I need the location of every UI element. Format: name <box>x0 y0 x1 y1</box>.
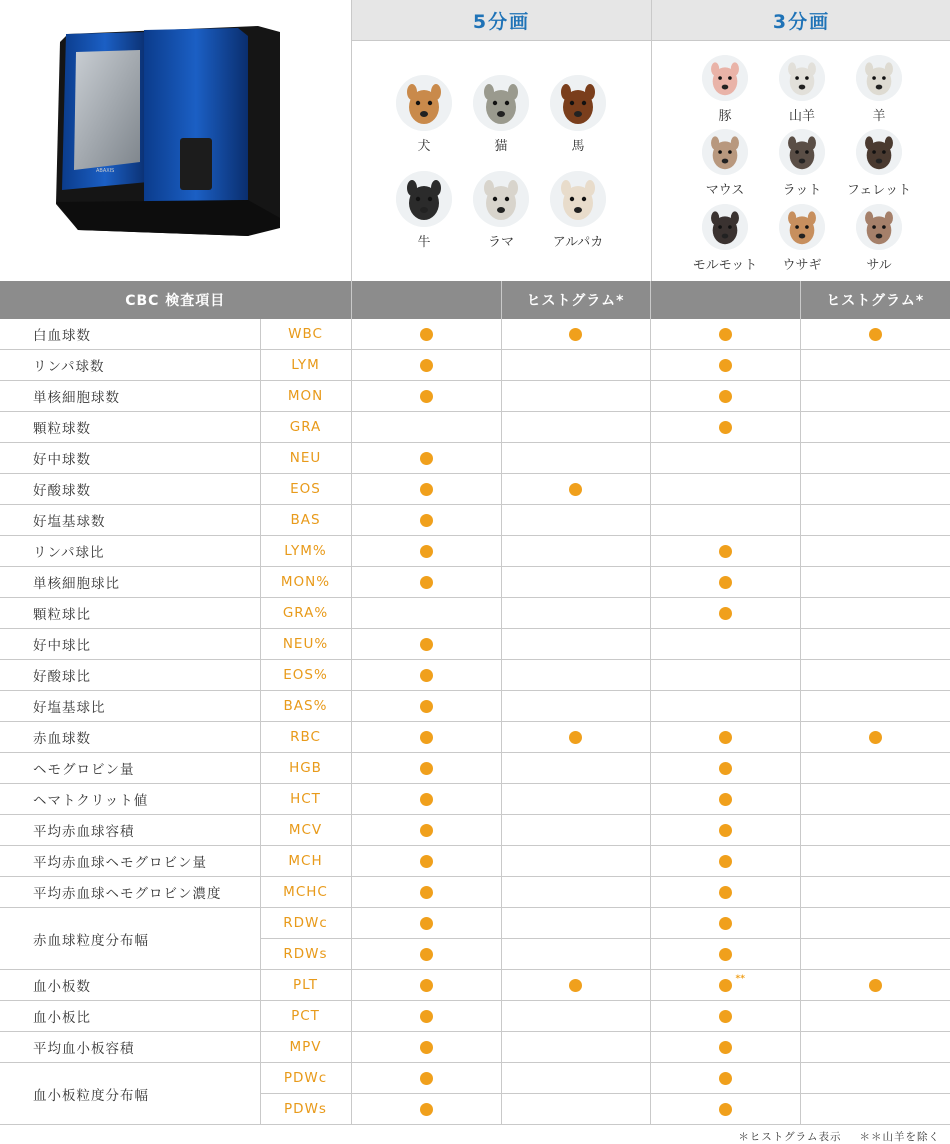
supported-dot <box>719 979 732 992</box>
table-row <box>0 1063 950 1094</box>
supported-dot <box>420 483 433 496</box>
supported-dot <box>719 1103 732 1116</box>
table-row <box>0 1001 950 1032</box>
mark-cell <box>501 753 650 784</box>
alpaca-icon <box>550 171 606 227</box>
mark-cell <box>650 970 800 1001</box>
animal-group3-2 <box>839 55 919 124</box>
supported-dot <box>420 1010 433 1023</box>
mark-cell <box>351 319 501 350</box>
supported-dot <box>719 328 732 341</box>
supported-dot <box>869 328 882 341</box>
mark-cell <box>501 629 650 660</box>
item-abbr: GRA% <box>260 598 351 629</box>
item-name: 好中球数 <box>0 443 260 474</box>
mark-cell <box>501 939 650 970</box>
cow-icon <box>396 171 452 227</box>
table-row <box>0 536 950 567</box>
animal-group3-4 <box>762 129 842 198</box>
mark-cell <box>650 722 800 753</box>
supported-dot <box>420 1041 433 1054</box>
mark-cell <box>351 939 501 970</box>
item-name: 好酸球数 <box>0 474 260 505</box>
item-abbr: PCT <box>260 1001 351 1032</box>
supported-dot <box>420 328 433 341</box>
mark-cell <box>650 350 800 381</box>
item-abbr: NEU <box>260 443 351 474</box>
mark-cell <box>351 443 501 474</box>
animal-group5-2 <box>538 75 618 154</box>
mark-cell <box>501 846 650 877</box>
mark-cell <box>800 815 950 846</box>
item-name: 平均赤血球ヘモグロビン量 <box>0 846 260 877</box>
item-abbr: BAS <box>260 505 351 536</box>
animal-label: 牛 <box>417 235 431 250</box>
footnote-histogram: ＊ヒストグラム表示 <box>738 1131 842 1143</box>
mark-cell <box>800 412 950 443</box>
mark-cell <box>650 939 800 970</box>
table-row <box>0 970 950 1001</box>
supported-dot <box>719 762 732 775</box>
mark-cell <box>800 319 950 350</box>
table-row <box>0 505 950 536</box>
mark-cell <box>351 784 501 815</box>
mark-cell <box>800 908 950 939</box>
item-name: 赤血球粒度分布幅 <box>0 908 260 970</box>
pig-icon <box>702 55 748 101</box>
supported-dot <box>719 886 732 899</box>
mark-cell <box>650 753 800 784</box>
mark-cell <box>501 1001 650 1032</box>
mark-cell <box>351 846 501 877</box>
supported-dot <box>420 359 433 372</box>
item-name: 平均赤血球ヘモグロビン濃度 <box>0 877 260 908</box>
animal-group5-1 <box>461 75 541 154</box>
mark-cell <box>650 536 800 567</box>
supported-dot <box>719 359 732 372</box>
animal-group5-4 <box>461 171 541 250</box>
table-row <box>0 784 950 815</box>
mark-cell <box>800 846 950 877</box>
mark-cell <box>800 1001 950 1032</box>
supported-dot <box>719 793 732 806</box>
header-3-histogram: ヒストグラム* <box>800 281 950 319</box>
animal-label: 羊 <box>872 109 886 124</box>
mark-cell <box>351 1094 501 1125</box>
mark-cell <box>501 443 650 474</box>
item-abbr: WBC <box>260 319 351 350</box>
supported-dot <box>420 979 433 992</box>
table-header-row <box>0 281 950 319</box>
item-name: 平均血小板容積 <box>0 1032 260 1063</box>
animal-label: モルモット <box>692 258 758 273</box>
cat-icon <box>473 75 529 131</box>
animal-label: ウサギ <box>782 258 822 273</box>
supported-dot <box>420 545 433 558</box>
table-row <box>0 474 950 505</box>
item-name: 赤血球数 <box>0 722 260 753</box>
mark-cell <box>800 350 950 381</box>
supported-dot <box>420 948 433 961</box>
supported-dot <box>420 452 433 465</box>
item-abbr: PDWc <box>260 1063 351 1094</box>
mark-cell <box>800 753 950 784</box>
mark-cell <box>800 567 950 598</box>
mark-cell <box>650 474 800 505</box>
table-row <box>0 1032 950 1063</box>
mark-cell <box>351 877 501 908</box>
item-abbr: RDWs <box>260 939 351 970</box>
item-abbr: HGB <box>260 753 351 784</box>
mark-cell <box>351 567 501 598</box>
goat-icon <box>779 55 825 101</box>
table-row <box>0 691 950 722</box>
mark-cell <box>501 691 650 722</box>
animal-group3-3 <box>685 129 765 198</box>
item-name: ヘマトクリット値 <box>0 784 260 815</box>
supported-dot <box>869 979 882 992</box>
animal-group3-6 <box>685 204 765 273</box>
mark-cell <box>650 908 800 939</box>
supported-dot <box>719 1072 732 1085</box>
item-name: 顆粒球比 <box>0 598 260 629</box>
monkey-icon <box>856 204 902 250</box>
table-row <box>0 567 950 598</box>
mark-cell <box>650 598 800 629</box>
supported-dot <box>420 700 433 713</box>
supported-dot <box>420 886 433 899</box>
mark-cell <box>351 350 501 381</box>
header-5-histogram: ヒストグラム* <box>501 281 650 319</box>
table-row <box>0 412 950 443</box>
mark-cell <box>800 598 950 629</box>
table-row <box>0 877 950 908</box>
note-mark: ** <box>735 974 745 984</box>
supported-dot <box>420 793 433 806</box>
item-abbr: HCT <box>260 784 351 815</box>
mark-cell <box>800 443 950 474</box>
item-abbr: PLT <box>260 970 351 1001</box>
item-abbr: PDWs <box>260 1094 351 1125</box>
mark-cell <box>351 1001 501 1032</box>
footnotes <box>720 1129 940 1144</box>
header-3-blank <box>650 281 800 319</box>
mark-cell <box>501 1063 650 1094</box>
mark-cell <box>650 877 800 908</box>
table-row <box>0 660 950 691</box>
table-row <box>0 722 950 753</box>
table-row <box>0 381 950 412</box>
item-name: 好塩基球比 <box>0 691 260 722</box>
supported-dot <box>869 731 882 744</box>
animal-label: 猫 <box>494 139 508 154</box>
item-abbr: BAS% <box>260 691 351 722</box>
horse-icon <box>550 75 606 131</box>
mark-cell <box>650 846 800 877</box>
item-name: 好酸球比 <box>0 660 260 691</box>
animal-group3-0 <box>685 55 765 124</box>
item-name: 好中球比 <box>0 629 260 660</box>
mark-cell <box>650 1063 800 1094</box>
mark-cell <box>800 505 950 536</box>
supported-dot <box>420 390 433 403</box>
table-row <box>0 846 950 877</box>
supported-dot <box>420 1072 433 1085</box>
animal-label: アルパカ <box>552 235 604 250</box>
mark-cell <box>800 877 950 908</box>
item-name: 血小板粒度分布幅 <box>0 1063 260 1125</box>
item-abbr: NEU% <box>260 629 351 660</box>
mark-cell <box>501 784 650 815</box>
mark-cell <box>800 970 950 1001</box>
animal-label: 山羊 <box>788 109 815 124</box>
table-row <box>0 753 950 784</box>
supported-dot <box>719 607 732 620</box>
animal-label: サル <box>866 258 892 273</box>
mark-cell <box>501 970 650 1001</box>
mark-cell <box>650 629 800 660</box>
mark-cell <box>351 505 501 536</box>
item-name: 単核細胞球数 <box>0 381 260 412</box>
mark-cell <box>501 536 650 567</box>
mark-cell <box>800 536 950 567</box>
item-name: 好塩基球数 <box>0 505 260 536</box>
mark-cell <box>501 319 650 350</box>
item-name: ヘモグロビン量 <box>0 753 260 784</box>
item-abbr: MCHC <box>260 877 351 908</box>
mark-cell <box>351 691 501 722</box>
item-abbr: MCH <box>260 846 351 877</box>
item-abbr: MCV <box>260 815 351 846</box>
group-5-animals <box>351 41 651 281</box>
animal-label: ラマ <box>487 235 514 250</box>
mark-cell <box>650 505 800 536</box>
mark-cell <box>501 1032 650 1063</box>
guinea-pig-icon <box>702 204 748 250</box>
group-5-title: 5分画 <box>351 0 651 41</box>
item-abbr: LYM% <box>260 536 351 567</box>
mark-cell <box>800 1094 950 1125</box>
mark-cell <box>501 660 650 691</box>
animal-label: 馬 <box>571 139 585 154</box>
group-3-title: 3分画 <box>651 0 950 41</box>
mark-cell <box>351 970 501 1001</box>
mouse-icon <box>702 129 748 175</box>
rabbit-icon <box>779 204 825 250</box>
mark-cell <box>650 1094 800 1125</box>
item-name: 顆粒球数 <box>0 412 260 443</box>
animal-label: マウス <box>705 183 745 198</box>
mark-cell <box>351 722 501 753</box>
item-abbr: GRA <box>260 412 351 443</box>
mark-cell <box>351 908 501 939</box>
supported-dot <box>420 1103 433 1116</box>
svg-text:ABAXIS: ABAXIS <box>96 168 115 174</box>
mark-cell <box>800 381 950 412</box>
mark-cell <box>351 1063 501 1094</box>
supported-dot <box>719 1041 732 1054</box>
mark-cell <box>800 660 950 691</box>
item-abbr: MON <box>260 381 351 412</box>
item-abbr: EOS <box>260 474 351 505</box>
item-name: リンパ球比 <box>0 536 260 567</box>
mark-cell <box>650 319 800 350</box>
item-name: 白血球数 <box>0 319 260 350</box>
animal-label: ラット <box>782 183 822 198</box>
mark-cell <box>501 350 650 381</box>
mark-cell <box>650 381 800 412</box>
item-name: 血小板数 <box>0 970 260 1001</box>
mark-cell <box>501 722 650 753</box>
item-abbr: LYM <box>260 350 351 381</box>
mark-cell <box>501 815 650 846</box>
mark-cell <box>650 691 800 722</box>
supported-dot <box>569 731 582 744</box>
mark-cell <box>351 474 501 505</box>
supported-dot <box>420 762 433 775</box>
item-name: 平均赤血球容積 <box>0 815 260 846</box>
mark-cell <box>351 598 501 629</box>
mark-cell <box>351 660 501 691</box>
item-name: リンパ球数 <box>0 350 260 381</box>
animal-group3-8 <box>839 204 919 273</box>
mark-cell <box>650 1032 800 1063</box>
mark-cell <box>800 629 950 660</box>
animal-group5-0 <box>384 75 464 154</box>
table-row <box>0 629 950 660</box>
supported-dot <box>719 545 732 558</box>
mark-cell <box>650 660 800 691</box>
table-row <box>0 908 950 939</box>
supported-dot <box>569 483 582 496</box>
animal-group3-1 <box>762 55 842 124</box>
supported-dot <box>719 731 732 744</box>
rat-icon <box>779 129 825 175</box>
supported-dot <box>719 390 732 403</box>
animal-label: フェレット <box>846 183 912 198</box>
table-row <box>0 443 950 474</box>
item-abbr: EOS% <box>260 660 351 691</box>
sheep-icon <box>856 55 902 101</box>
table-row <box>0 350 950 381</box>
group-3-animals <box>651 41 950 281</box>
item-abbr: RDWc <box>260 908 351 939</box>
mark-cell <box>800 474 950 505</box>
header-5-blank <box>351 281 501 319</box>
table-row <box>0 319 950 350</box>
supported-dot <box>420 855 433 868</box>
supported-dot <box>420 669 433 682</box>
supported-dot <box>719 421 732 434</box>
mark-cell <box>351 815 501 846</box>
item-abbr: MPV <box>260 1032 351 1063</box>
table-row <box>0 815 950 846</box>
supported-dot <box>719 576 732 589</box>
item-abbr: MON% <box>260 567 351 598</box>
supported-dot <box>719 824 732 837</box>
mark-cell <box>501 505 650 536</box>
mark-cell <box>501 908 650 939</box>
mark-cell <box>501 567 650 598</box>
animal-group3-7 <box>762 204 842 273</box>
supported-dot <box>420 514 433 527</box>
supported-dot <box>719 917 732 930</box>
mark-cell <box>650 784 800 815</box>
supported-dot <box>569 979 582 992</box>
supported-dot <box>420 638 433 651</box>
mark-cell <box>800 691 950 722</box>
dog-icon <box>396 75 452 131</box>
mark-cell <box>650 1001 800 1032</box>
mark-cell <box>501 877 650 908</box>
llama-icon <box>473 171 529 227</box>
animal-label: 豚 <box>718 109 732 124</box>
header-cbc-item: CBC 検査項目 <box>0 281 351 319</box>
mark-cell <box>650 815 800 846</box>
item-abbr: RBC <box>260 722 351 753</box>
mark-cell <box>800 939 950 970</box>
mark-cell <box>501 412 650 443</box>
supported-dot <box>420 917 433 930</box>
mark-cell <box>501 474 650 505</box>
supported-dot <box>719 1010 732 1023</box>
footnote-goat: ＊＊山羊を除く <box>859 1131 940 1143</box>
mark-cell <box>501 598 650 629</box>
mark-cell <box>800 722 950 753</box>
animal-group5-3 <box>384 171 464 250</box>
hematology-analyzer-device <box>48 22 293 244</box>
supported-dot <box>719 948 732 961</box>
mark-cell <box>351 1032 501 1063</box>
item-name: 血小板比 <box>0 1001 260 1032</box>
mark-cell <box>351 412 501 443</box>
mark-cell <box>351 381 501 412</box>
animal-group3-5 <box>839 129 919 198</box>
supported-dot <box>569 328 582 341</box>
mark-cell <box>351 536 501 567</box>
supported-dot <box>420 576 433 589</box>
animal-label: 犬 <box>417 139 431 154</box>
mark-cell <box>501 1094 650 1125</box>
cbc-table <box>0 281 950 1125</box>
mark-cell <box>800 1032 950 1063</box>
table-row <box>0 598 950 629</box>
mark-cell <box>650 412 800 443</box>
mark-cell <box>800 784 950 815</box>
mark-cell <box>650 443 800 474</box>
mark-cell <box>351 753 501 784</box>
supported-dot <box>719 855 732 868</box>
mark-cell <box>501 381 650 412</box>
mark-cell <box>351 629 501 660</box>
supported-dot <box>420 731 433 744</box>
item-name: 単核細胞球比 <box>0 567 260 598</box>
animal-group5-5 <box>538 171 618 250</box>
mark-cell <box>650 567 800 598</box>
supported-dot <box>420 824 433 837</box>
mark-cell <box>800 1063 950 1094</box>
ferret-icon <box>856 129 902 175</box>
